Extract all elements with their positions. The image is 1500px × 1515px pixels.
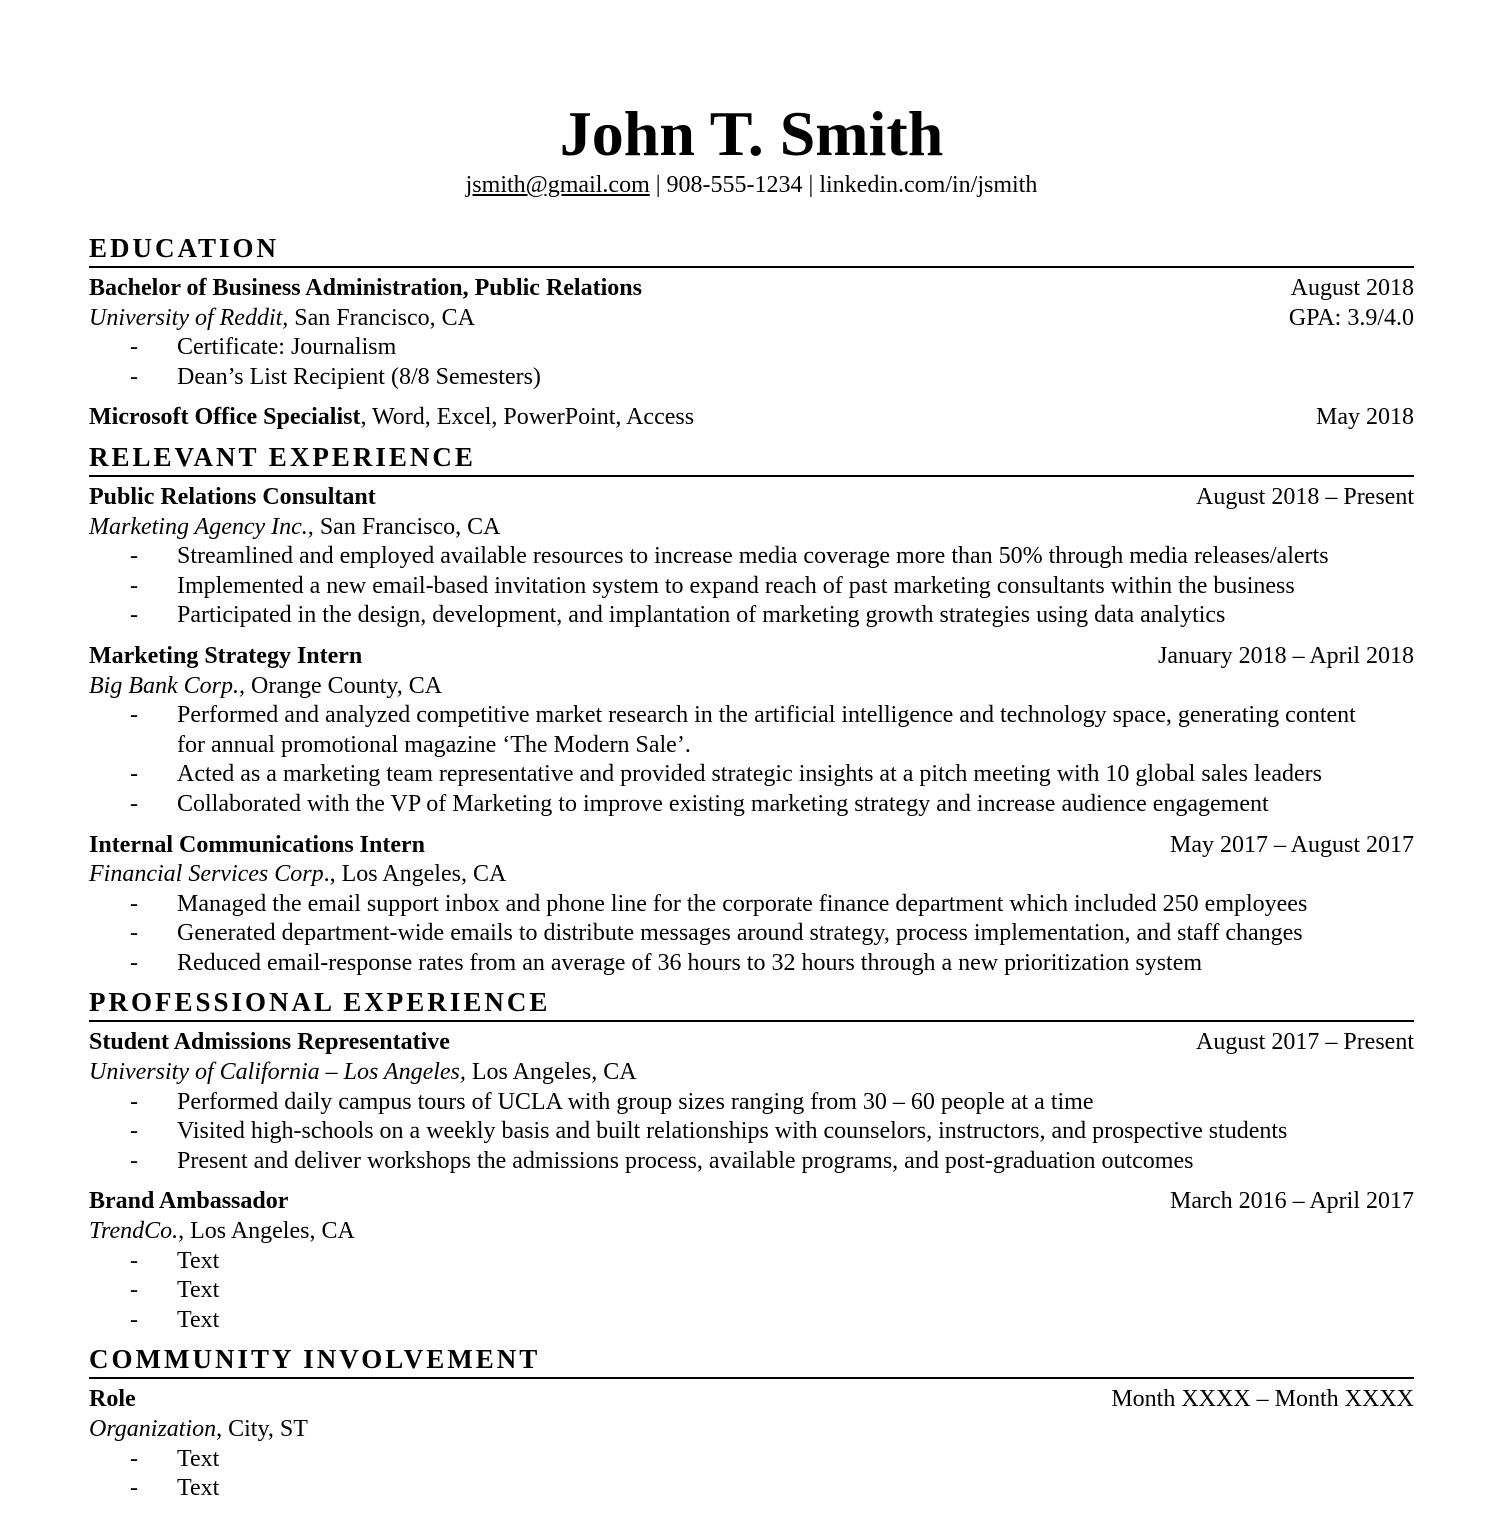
job-entry <box>89 1028 1414 1176</box>
job-org: Financial Services Corp <box>89 861 324 888</box>
candidate-name: John T. Smith <box>559 98 944 169</box>
job-role: Marketing Strategy Intern <box>89 642 363 669</box>
job-role: Brand Ambassador <box>89 1188 289 1215</box>
job-location: ., Los Angeles, CA <box>323 861 507 888</box>
list-item: - Participated in the design, development, and implantation of marketing growth strategies using data analytics <box>130 602 1226 629</box>
job-dates: May 2017 – August 2017 <box>1169 831 1414 858</box>
email-link[interactable]: jsmith@gmail.com <box>465 172 650 198</box>
job-org: University of California – Los Angeles, <box>89 1059 466 1086</box>
job-dates: August 2017 – Present <box>1196 1029 1414 1056</box>
list-item: - Dean’s List Recipient (8/8 Semesters) <box>130 363 541 390</box>
job-role: Student Admissions Representative <box>89 1029 450 1056</box>
job-dates: August 2018 – Present <box>1196 483 1414 510</box>
education-cert <box>89 403 1414 433</box>
list-item: - Present and deliver workshops the admissions process, available programs, and post-graduation outcomes <box>130 1147 1194 1174</box>
education-degree <box>89 274 1414 392</box>
job-bullets <box>89 1445 1414 1504</box>
list-item: - Text <box>130 1306 220 1333</box>
list-item: - Generated department-wide emails to distribute messages around strategy, process implementation, and staff changes <box>130 920 1303 947</box>
job-org: TrendCo. <box>89 1218 179 1245</box>
job-entry <box>89 642 1414 820</box>
job-bullets <box>89 542 1414 631</box>
job-role: Public Relations Consultant <box>89 483 376 510</box>
job-location: San Francisco, CA <box>313 513 501 540</box>
job-bullets <box>89 1247 1414 1336</box>
job-dates: March 2016 – April 2017 <box>1170 1188 1414 1215</box>
list-item: - Acted as a marketing team representative and provided strategic insights at a pitch meeting with 10 global sales leaders <box>130 761 1322 788</box>
job-bullets <box>89 1088 1414 1177</box>
list-item: - Reduced email-response rates from an average of 36 hours to 32 hours through a new prioritization system <box>130 949 1203 976</box>
job-role: Internal Communications Intern <box>89 831 426 858</box>
school-name: University of Reddit, <box>89 304 289 331</box>
list-item: - Managed the email support inbox and phone line for the corporate finance department which included 250 employees <box>130 890 1308 917</box>
separator: | <box>808 172 814 198</box>
list-item: - Text <box>130 1445 220 1472</box>
job-dates: January 2018 – April 2018 <box>1158 642 1414 669</box>
section-title-relevant-experience: RELEVANT EXPERIENCE <box>89 439 1414 477</box>
section-title-professional-experience: PROFESSIONAL EXPERIENCE <box>89 984 1414 1022</box>
job-location: , Los Angeles, CA <box>178 1218 355 1245</box>
linkedin-link[interactable]: linkedin.com/in/jsmith <box>819 172 1038 198</box>
list-item: - Text <box>130 1247 220 1274</box>
degree-date: August 2018 <box>1290 275 1414 301</box>
section-title-education: EDUCATION <box>89 230 1414 268</box>
cert-detail: , Word, Excel, PowerPoint, Access <box>360 404 695 431</box>
section-title-community-involvement: COMMUNITY INVOLVEMENT <box>89 1341 1414 1379</box>
job-role: Role <box>89 1386 136 1413</box>
list-item: - Performed and analyzed competitive market research in the artificial intelligence and technology space, generating content for annual promotional magazine ‘The Modern Sale’. <box>130 702 1356 758</box>
resume-body <box>89 230 1414 1515</box>
job-location: Los Angeles, CA <box>465 1059 637 1086</box>
job-bullets <box>89 701 1414 819</box>
cert-date: May 2018 <box>1316 404 1414 431</box>
job-bullets <box>89 890 1414 979</box>
degree-title: Bachelor of Business Administration, Public Relations <box>89 275 642 301</box>
job-entry <box>89 1385 1414 1503</box>
contact-line <box>89 170 1414 200</box>
list-item: - Implemented a new email-based invitation system to expand reach of past marketing consultants within the business <box>130 572 1295 599</box>
list-item: - Text <box>130 1277 220 1304</box>
list-item: - Streamlined and employed available resources to increase media coverage more than 50% through media releases/alerts <box>130 543 1329 570</box>
job-org: Marketing Agency Inc., <box>89 513 314 540</box>
job-location: , City, ST <box>216 1416 308 1442</box>
list-item: - Visited high-schools on a weekly basis and built relationships with counselors, instructors, and prospective students <box>130 1118 1288 1145</box>
phone-number: 908-555-1234 <box>666 172 803 198</box>
separator: | <box>655 172 661 198</box>
job-dates: Month XXXX – Month XXXX <box>1111 1386 1414 1413</box>
job-entry <box>89 483 1414 631</box>
school-location: San Francisco, CA <box>288 304 475 331</box>
job-entry <box>89 831 1414 979</box>
job-org: Organization <box>89 1416 217 1442</box>
job-location: Orange County, CA <box>245 672 443 699</box>
list-item: - Certificate: Journalism <box>130 334 397 361</box>
job-entry <box>89 1187 1414 1335</box>
list-item: - Performed daily campus tours of UCLA with group sizes ranging from 30 – 60 people at a time <box>130 1088 1094 1115</box>
gpa: GPA: 3.9/4.0 <box>1288 304 1414 331</box>
cert-title: Microsoft Office Specialist <box>89 404 361 431</box>
list-item: - Collaborated with the VP of Marketing to improve existing marketing strategy and increase audience engagement <box>130 790 1269 817</box>
list-item: - Text <box>130 1475 220 1502</box>
education-bullets <box>89 333 1414 392</box>
job-org: Big Bank Corp., <box>89 672 245 699</box>
